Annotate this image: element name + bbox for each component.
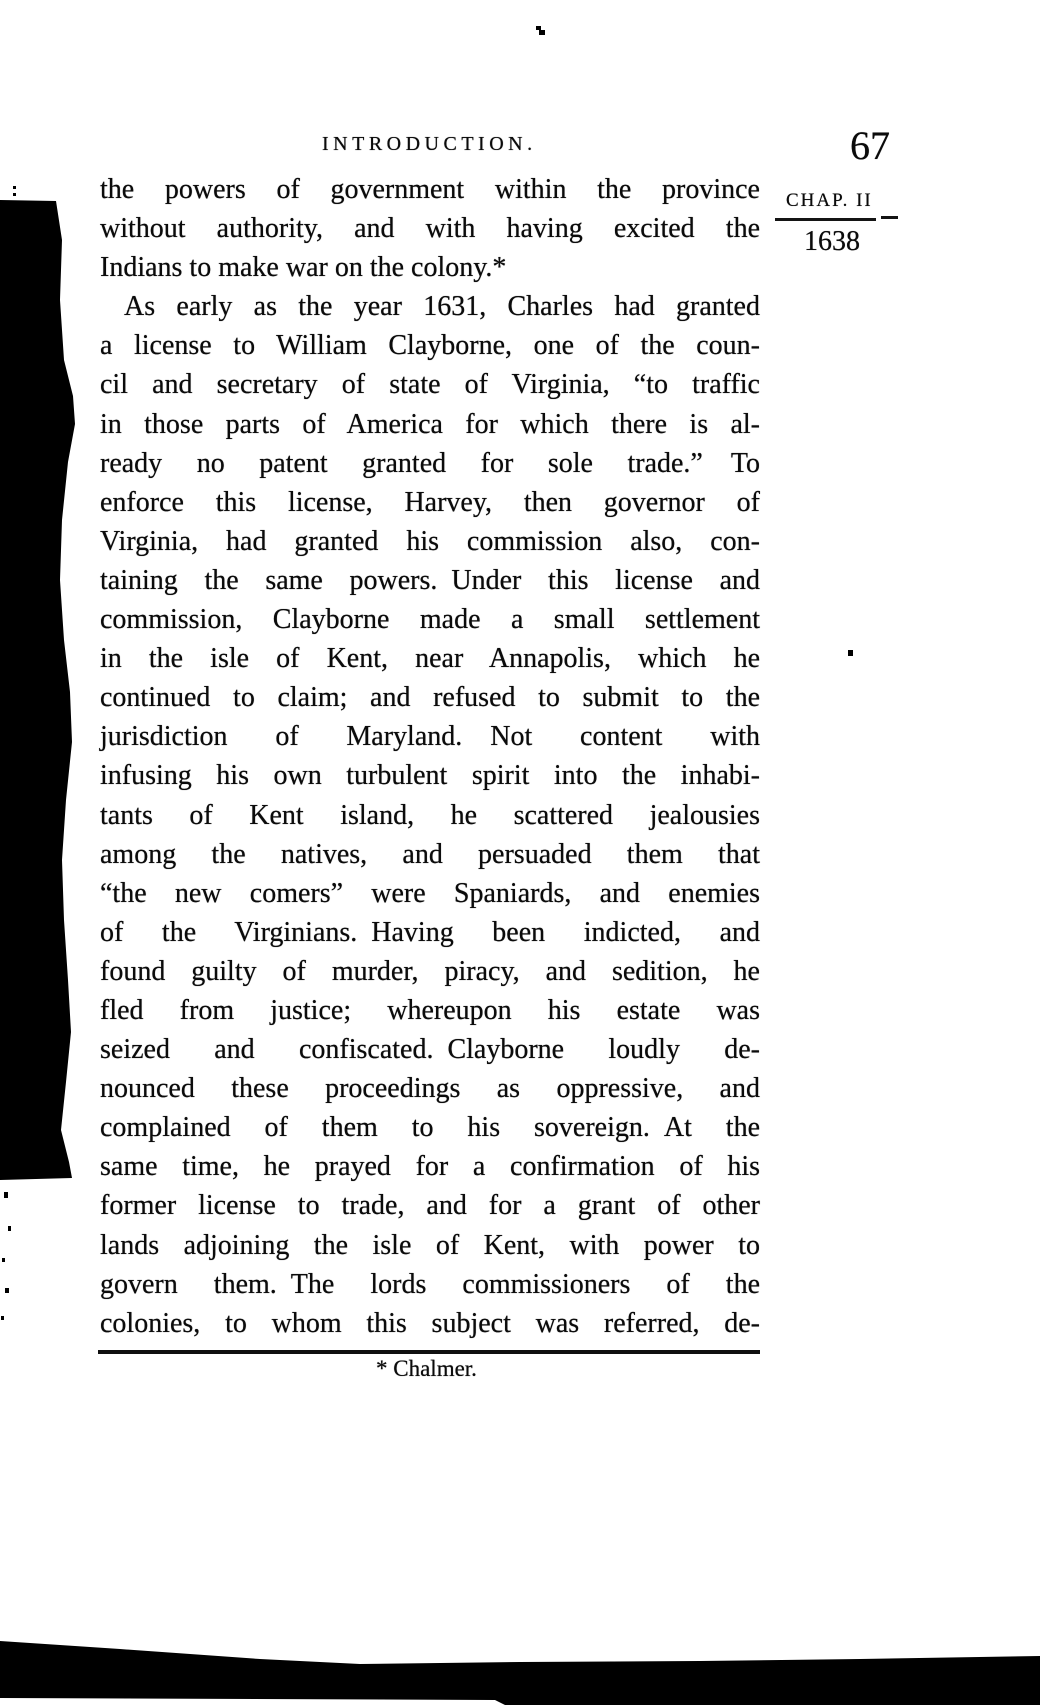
text-line: lands adjoining the isle of Kent, with power to	[100, 1229, 760, 1261]
text-line: in the isle of Kent, near Annapolis, which he	[100, 643, 760, 675]
text-line: Indians to make war on the colony.*	[100, 252, 507, 284]
text-line: fled from justice; whereupon his estate was	[100, 994, 760, 1026]
footnote: * Chalmer.	[376, 1356, 477, 1381]
text-line: tants of Kent island, he scattered jealousies	[100, 799, 760, 831]
text-line: among the natives, and persuaded them that	[100, 838, 760, 870]
page-number: 67	[850, 123, 890, 168]
scan-artifact-bottom-band	[0, 1641, 1040, 1705]
text-line: former license to trade, and for a grant of other	[100, 1190, 760, 1222]
text-line: As early as the year 1631, Charles had granted	[124, 291, 760, 323]
text-line: cil and secretary of state of Virginia, “to traffic	[100, 369, 760, 401]
ink-speck	[5, 1288, 9, 1293]
margin-rule-dash	[881, 216, 898, 219]
text-line: seized and confiscated. Clayborne loudly de-	[100, 1034, 760, 1066]
body-text	[100, 170, 760, 1343]
text-line: nounced these proceedings as oppressive, and	[100, 1073, 760, 1105]
text-line: “the new comers” were Spaniards, and enemies	[100, 877, 760, 909]
text-line: Virginia, had granted his commission also, con-	[100, 525, 760, 557]
ink-speck	[13, 186, 16, 189]
text-line: of the Virginians. Having been indicted, and	[100, 916, 760, 948]
text-line: continued to claim; and refused to submit to the	[100, 682, 760, 714]
footnote-rule	[98, 1350, 760, 1354]
text-line: jurisdiction of Maryland. Not content with	[100, 721, 760, 753]
text-line: a license to William Clayborne, one of the coun-	[100, 330, 760, 362]
text-line: without authority, and with having excited the	[100, 213, 760, 245]
page-title: INTRODUCTION.	[322, 133, 537, 155]
text-line: found guilty of murder, piracy, and sedition, he	[100, 955, 760, 987]
text-line: in those parts of America for which there is al-	[100, 408, 760, 440]
text-line: taining the same powers. Under this license and	[100, 564, 760, 596]
text-line: govern them. The lords commissioners of the	[100, 1268, 760, 1300]
text-line: colonies, to whom this subject was referred, de-	[100, 1307, 760, 1339]
ink-speck	[8, 1226, 11, 1231]
ink-speck	[4, 1192, 8, 1198]
text-line: the powers of government within the province	[100, 174, 760, 205]
text-line: complained of them to his sovereign. At the	[100, 1112, 760, 1144]
text-line: infusing his own turbulent spirit into the inhabi-	[100, 760, 760, 792]
ink-speck	[1, 1316, 4, 1320]
margin-rule	[775, 218, 876, 221]
margin-year-label: 1638	[804, 226, 860, 257]
text-line: enforce this license, Harvey, then governor of	[100, 486, 760, 518]
margin-chapter-label: CHAP. II	[786, 190, 873, 211]
text-line: same time, he prayed for a confirmation of his	[100, 1151, 760, 1183]
ink-speck	[13, 193, 16, 196]
ink-speck	[848, 650, 853, 656]
ink-speck	[2, 1258, 5, 1262]
text-line: ready no patent granted for sole trade.” To	[100, 447, 760, 479]
text-line: commission, Clayborne made a small settlement	[100, 604, 760, 636]
ink-speck	[539, 30, 545, 35]
scan-artifact-left-bar	[0, 200, 75, 1180]
